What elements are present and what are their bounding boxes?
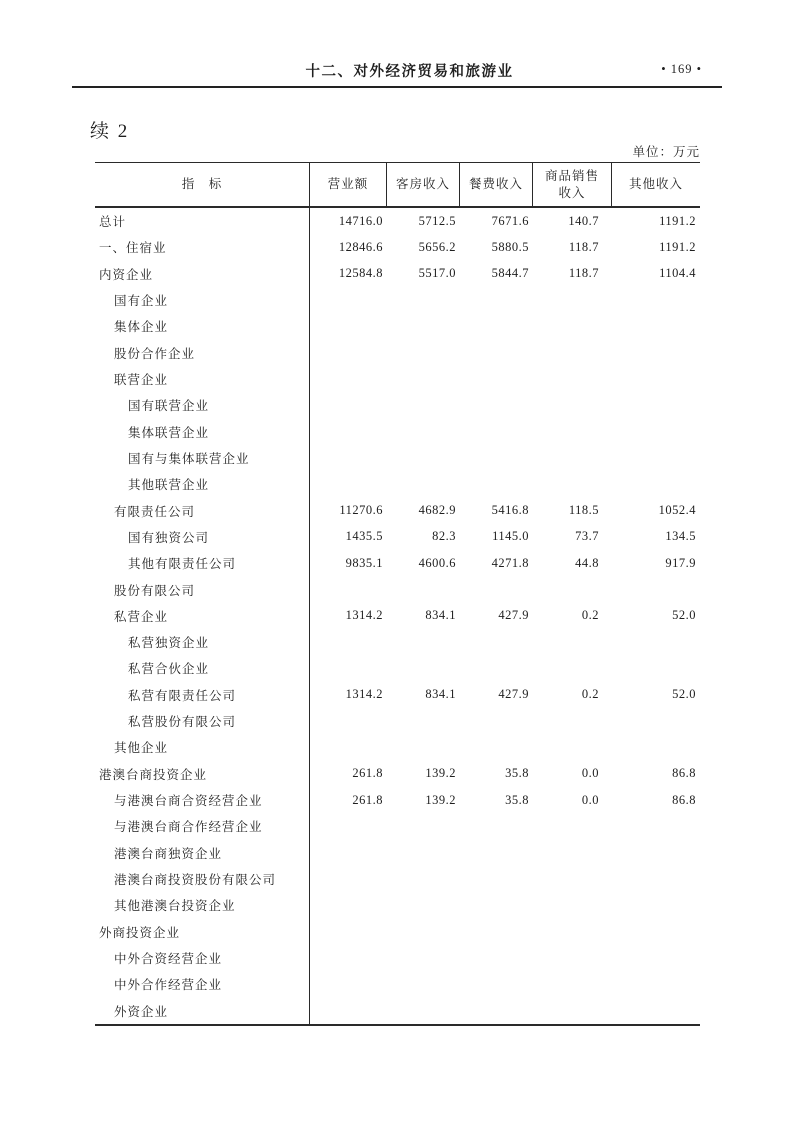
row-value: 12846.6	[338, 239, 383, 254]
row-label: 私营企业	[95, 603, 310, 629]
row-label: 国有联营企业	[95, 392, 310, 418]
table-row	[95, 524, 700, 550]
row-label: 集体联营企业	[95, 419, 310, 445]
row-value: 1191.2	[659, 213, 696, 228]
row-label: 中外合作经营企业	[95, 971, 310, 997]
row-value: 427.9	[498, 608, 529, 623]
column-header-goods-sales-revenue	[533, 163, 612, 206]
row-label: 私营有限责任公司	[95, 682, 310, 708]
row-label: 内资企业	[95, 261, 310, 287]
row-value: 44.8	[575, 555, 599, 570]
row-label: 外资企业	[95, 997, 310, 1023]
row-value: 1052.4	[658, 503, 696, 518]
row-value: 1191.2	[659, 239, 696, 254]
row-value: 118.5	[568, 503, 599, 518]
table-row	[95, 234, 700, 260]
table-row	[95, 655, 700, 681]
row-label: 股份合作企业	[95, 340, 310, 366]
row-value: 1145.0	[492, 529, 529, 544]
chapter-title: 十二、对外经济贸易和旅游业	[305, 64, 514, 80]
row-value: 9835.1	[345, 555, 383, 570]
row-value: 14716.0	[338, 213, 383, 228]
table-row	[95, 892, 700, 918]
row-label: 中外合资经营企业	[95, 945, 310, 971]
row-value: 86.8	[672, 792, 696, 807]
row-value: 118.7	[568, 266, 599, 281]
row-value: 73.7	[575, 529, 599, 544]
row-label: 私营独资企业	[95, 629, 310, 655]
row-value: 1314.2	[345, 608, 383, 623]
table-row	[95, 287, 700, 313]
row-value: 4271.8	[491, 555, 529, 570]
page-number: • 169 •	[661, 62, 702, 76]
row-label: 总计	[95, 208, 310, 234]
table-row	[95, 813, 700, 839]
running-head	[72, 58, 722, 88]
table-row	[95, 208, 700, 234]
row-label: 港澳台商投资企业	[95, 761, 310, 787]
table-row	[95, 471, 700, 497]
table-row	[95, 734, 700, 760]
row-value: 5844.7	[491, 266, 529, 281]
row-value: 834.1	[425, 687, 456, 702]
row-value: 5517.0	[418, 266, 456, 281]
continuation-label: 续 2	[90, 121, 130, 142]
row-value: 261.8	[352, 792, 383, 807]
row-value: 4600.6	[418, 555, 456, 570]
table-row	[95, 392, 700, 418]
table-row	[95, 682, 700, 708]
row-label: 港澳台商独资企业	[95, 840, 310, 866]
row-value: 427.9	[498, 687, 529, 702]
row-label: 国有独资公司	[95, 524, 310, 550]
table-row	[95, 945, 700, 971]
table-row	[95, 708, 700, 734]
row-value: 917.9	[665, 555, 696, 570]
row-label: 私营合伙企业	[95, 655, 310, 681]
table-header-row	[95, 163, 700, 208]
row-value: 139.2	[425, 792, 456, 807]
table-row	[95, 918, 700, 944]
row-value: 5656.2	[418, 239, 456, 254]
table-row	[95, 419, 700, 445]
table-row	[95, 866, 700, 892]
row-label: 国有与集体联营企业	[95, 445, 310, 471]
table-row	[95, 629, 700, 655]
row-value: 5712.5	[418, 213, 456, 228]
unit-label: 单位：万元	[632, 145, 700, 159]
row-value: 5880.5	[491, 239, 529, 254]
row-label: 其他港澳台投资企业	[95, 892, 310, 918]
row-label: 国有企业	[95, 287, 310, 313]
table-body	[95, 208, 700, 1024]
row-label: 与港澳台商合资经营企业	[95, 787, 310, 813]
row-value: 35.8	[505, 766, 529, 781]
table-row	[95, 787, 700, 813]
table-row	[95, 313, 700, 339]
row-label: 其他联营企业	[95, 471, 310, 497]
table-row	[95, 761, 700, 787]
row-value: 82.3	[432, 529, 456, 544]
row-value: 86.8	[672, 766, 696, 781]
table-row	[95, 550, 700, 576]
column-header-room-revenue: 客房收入	[387, 163, 460, 206]
row-label: 港澳台商投资股份有限公司	[95, 866, 310, 892]
row-label: 其他有限责任公司	[95, 550, 310, 576]
row-label: 其他企业	[95, 734, 310, 760]
row-value: 261.8	[352, 766, 383, 781]
row-value: 0.2	[581, 687, 599, 702]
table-row	[95, 261, 700, 287]
column-header-turnover: 营业额	[310, 163, 387, 206]
column-header-other-revenue: 其他收入	[628, 177, 683, 192]
row-label: 与港澳台商合作经营企业	[95, 813, 310, 839]
row-label: 股份有限公司	[95, 576, 310, 602]
table-row	[95, 445, 700, 471]
column-header-goods-sales-label: 商品销售收入	[544, 168, 599, 200]
table-row	[95, 603, 700, 629]
table-row	[95, 497, 700, 523]
row-value: 12584.8	[338, 266, 383, 281]
table-row	[95, 366, 700, 392]
row-label: 有限责任公司	[95, 497, 310, 523]
row-value: 35.8	[505, 792, 529, 807]
row-value: 1314.2	[345, 687, 383, 702]
column-header-meal-revenue: 餐费收入	[460, 163, 533, 206]
row-value: 11270.6	[339, 503, 383, 518]
statistics-table	[95, 162, 700, 1026]
row-value: 140.7	[568, 213, 599, 228]
table-row	[95, 840, 700, 866]
row-value: 1104.4	[659, 266, 696, 281]
table-row	[95, 971, 700, 997]
row-value: 1435.5	[345, 529, 383, 544]
row-label: 一、住宿业	[95, 234, 310, 260]
table-row	[95, 997, 700, 1023]
row-value: 4682.9	[418, 503, 456, 518]
row-value: 834.1	[425, 608, 456, 623]
table-row	[95, 340, 700, 366]
row-value: 52.0	[672, 687, 696, 702]
row-value: 118.7	[568, 239, 599, 254]
table-row	[95, 576, 700, 602]
row-value: 134.5	[665, 529, 696, 544]
row-value: 0.2	[581, 608, 599, 623]
row-label: 联营企业	[95, 366, 310, 392]
column-header-indicator: 指 标	[95, 163, 310, 206]
row-value: 0.0	[581, 792, 599, 807]
row-value: 7671.6	[491, 213, 529, 228]
row-label: 外商投资企业	[95, 918, 310, 944]
row-value: 52.0	[672, 608, 696, 623]
row-label: 集体企业	[95, 313, 310, 339]
row-label: 私营股份有限公司	[95, 708, 310, 734]
row-value: 5416.8	[491, 503, 529, 518]
row-value: 0.0	[581, 766, 599, 781]
row-value: 139.2	[425, 766, 456, 781]
